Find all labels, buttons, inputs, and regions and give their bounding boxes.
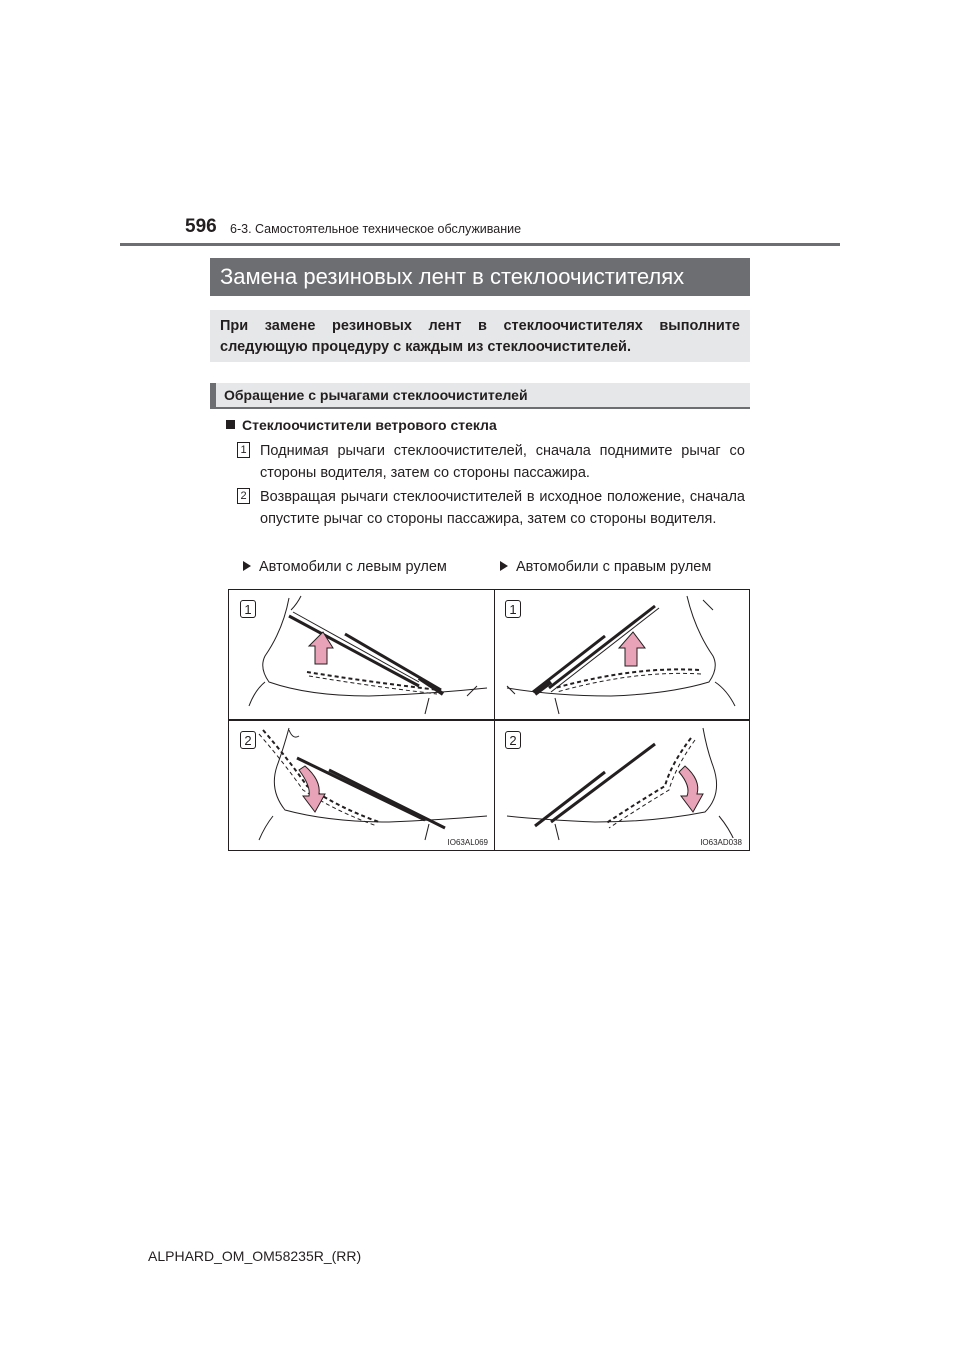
variant-label-right: [500, 559, 711, 575]
figure-panel-number-2: 2: [505, 731, 521, 749]
figure-panel-number-1: 1: [505, 600, 521, 618]
intro-line-2: следующую процедуру с каждым из стеклоочистителей.: [220, 339, 631, 355]
triangle-bullet-icon: [243, 561, 251, 571]
bullet-heading: [226, 417, 497, 433]
subsection-marker: [210, 383, 216, 407]
figure-panel-number-2: 2: [240, 731, 256, 749]
subsection-title: Обращение с рычагами стеклоочистителей: [224, 387, 528, 403]
intro-box: [210, 310, 750, 362]
bullet-heading-text: Стеклоочистители ветрового стекла: [242, 417, 497, 433]
figure-left-hand-drive: [228, 589, 496, 851]
triangle-bullet-icon: [500, 561, 508, 571]
intro-line-1: При замене резиновых лент в стеклоочистителях выполните: [220, 318, 740, 334]
variant-label-left: [243, 559, 447, 575]
step-text-2: Возвращая рычаги стеклоочистителей в исходное положение, сначала опустите рычаг со стороны пассажира, затем со стороны водителя.: [260, 489, 745, 527]
section-title: Замена резиновых лент в стеклоочистителях: [210, 258, 750, 296]
wiper-illustration-lhd: [229, 590, 495, 850]
figure-right-hand-drive: [494, 589, 750, 851]
step-number-2: 2: [237, 488, 250, 504]
wiper-illustration-rhd: [495, 590, 749, 850]
variant-left-text: Автомобили с левым рулем: [259, 559, 447, 575]
figure-panel-number-1: 1: [240, 600, 256, 618]
subsection-header: [210, 383, 750, 409]
figure-code: IO63AD038: [700, 838, 742, 847]
chapter-title: 6-3. Самостоятельное техническое обслуживание: [230, 222, 522, 236]
page-number: 596: [185, 216, 217, 237]
step-text-1: Поднимая рычаги стеклоочистителей, сначала поднимите рычаг со стороны водителя, затем со стороны пассажира.: [260, 443, 745, 481]
footer-doc-id: ALPHARD_OM_OM58235R_(RR): [148, 1248, 362, 1264]
header-divider: [120, 243, 840, 246]
figure-code: IO63AL069: [447, 838, 488, 847]
square-bullet-icon: [226, 420, 235, 429]
variant-right-text: Автомобили с правым рулем: [516, 559, 712, 575]
step-number-1: 1: [237, 442, 250, 458]
